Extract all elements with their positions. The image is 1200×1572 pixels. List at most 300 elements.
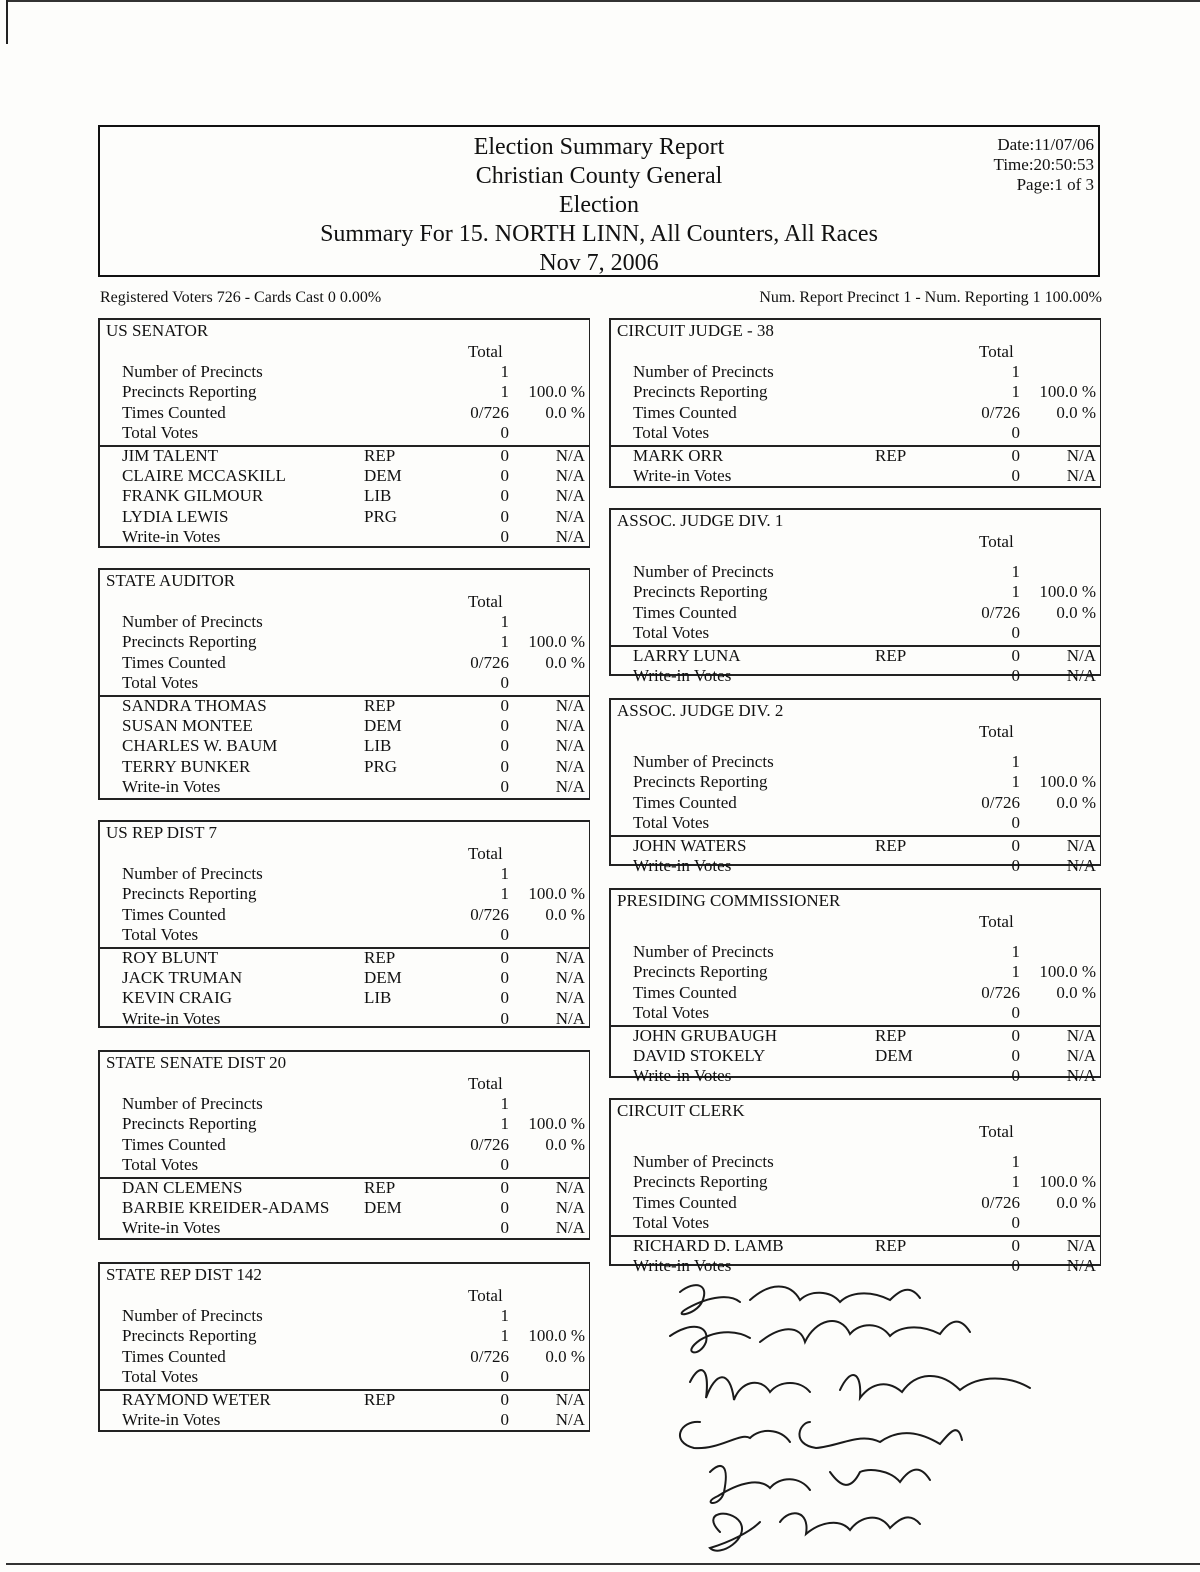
stat-label: Number of Precincts bbox=[122, 864, 263, 883]
stat-row bbox=[100, 1306, 589, 1326]
candidate-percent: N/A bbox=[1066, 1235, 1096, 1255]
candidate-votes: 0 bbox=[500, 947, 509, 967]
signature-stroke bbox=[680, 1422, 962, 1448]
candidate-party: DEM bbox=[364, 716, 402, 735]
candidate-votes: 0 bbox=[500, 1198, 509, 1217]
signature-stroke bbox=[710, 1513, 920, 1550]
stat-row bbox=[100, 362, 589, 382]
stat-percent: 100.0 % bbox=[528, 1326, 585, 1346]
candidate-votes: 0 bbox=[1011, 466, 1020, 485]
candidate-row bbox=[100, 968, 589, 988]
stat-row bbox=[611, 962, 1100, 982]
candidate-votes: 0 bbox=[500, 756, 509, 776]
candidate-name: LARRY LUNA bbox=[633, 645, 741, 665]
candidate-name: FRANK GILMOUR bbox=[122, 486, 264, 506]
stat-value: 1 bbox=[1011, 582, 1020, 602]
signature-stroke bbox=[670, 1321, 970, 1352]
candidate-row bbox=[100, 988, 589, 1008]
candidate-percent: N/A bbox=[555, 988, 585, 1008]
race-title: ASSOC. JUDGE DIV. 1 bbox=[617, 511, 784, 530]
registered-voters-stat: Registered Voters 726 - Cards Cast 0 0.00% bbox=[100, 289, 382, 306]
stat-label: Total Votes bbox=[633, 423, 710, 443]
candidate-row bbox=[100, 527, 589, 547]
stat-label: Precincts Reporting bbox=[633, 382, 768, 402]
candidate-name: Write-in Votes bbox=[633, 856, 732, 875]
stat-label: Number of Precincts bbox=[122, 362, 263, 381]
total-column-header: Total bbox=[468, 1286, 503, 1305]
candidate-name: Write-in Votes bbox=[122, 777, 221, 797]
candidate-party: DEM bbox=[875, 1046, 913, 1065]
stat-value: 1 bbox=[1011, 942, 1020, 961]
candidate-party: REP bbox=[875, 835, 907, 855]
candidate-name: Write-in Votes bbox=[122, 1218, 221, 1238]
stat-row bbox=[611, 623, 1100, 643]
stat-percent: 0.0 % bbox=[545, 652, 585, 672]
report-meta bbox=[994, 135, 1094, 195]
candidate-votes: 0 bbox=[500, 1218, 509, 1238]
stat-row bbox=[611, 942, 1100, 962]
stat-label: Number of Precincts bbox=[633, 562, 774, 581]
stat-percent: 0.0 % bbox=[1056, 792, 1096, 812]
stat-row bbox=[100, 1114, 589, 1134]
stat-value: 0/726 bbox=[470, 402, 509, 422]
race-box bbox=[609, 698, 1101, 875]
candidate-name: SUSAN MONTEE bbox=[122, 716, 253, 735]
stat-value: 1 bbox=[500, 382, 509, 402]
race-title: STATE REP DIST 142 bbox=[106, 1265, 262, 1284]
stat-value: 1 bbox=[500, 1326, 509, 1346]
candidate-percent: N/A bbox=[1066, 645, 1096, 665]
stat-row bbox=[100, 1155, 589, 1175]
stat-value: 0/726 bbox=[981, 792, 1020, 812]
stat-value: 1 bbox=[1011, 362, 1020, 381]
stat-label: Precincts Reporting bbox=[122, 884, 257, 904]
stat-value: 1 bbox=[1011, 382, 1020, 402]
stat-row bbox=[611, 1213, 1100, 1233]
stat-value: 1 bbox=[1011, 1152, 1020, 1171]
stat-value: 0 bbox=[500, 1155, 509, 1175]
candidate-party: DEM bbox=[364, 466, 402, 485]
stat-percent: 100.0 % bbox=[528, 884, 585, 904]
candidate-name: MARK ORR bbox=[633, 445, 724, 465]
candidate-votes: 0 bbox=[500, 695, 509, 715]
stat-row bbox=[611, 752, 1100, 772]
race-box bbox=[98, 568, 590, 800]
stat-row bbox=[611, 582, 1100, 602]
candidate-row bbox=[100, 736, 589, 756]
race-box bbox=[609, 318, 1101, 488]
candidate-party: REP bbox=[364, 445, 396, 465]
candidate-votes: 0 bbox=[1011, 856, 1020, 875]
race-box bbox=[98, 318, 590, 548]
total-column-header: Total bbox=[468, 844, 503, 863]
candidate-party: REP bbox=[875, 1025, 907, 1045]
total-column-header: Total bbox=[979, 532, 1014, 551]
candidate-votes: 0 bbox=[500, 445, 509, 465]
stat-label: Total Votes bbox=[122, 1367, 199, 1387]
stat-row bbox=[611, 1152, 1100, 1172]
candidate-name: JOHN WATERS bbox=[633, 835, 747, 855]
candidate-row bbox=[100, 716, 589, 736]
candidate-name: CHARLES W. BAUM bbox=[122, 736, 278, 756]
race-box bbox=[609, 508, 1101, 685]
candidate-name: Write-in Votes bbox=[122, 1008, 221, 1028]
race-title: CIRCUIT CLERK bbox=[617, 1101, 745, 1120]
stat-percent: 0.0 % bbox=[1056, 1192, 1096, 1212]
stat-label: Number of Precincts bbox=[122, 1306, 263, 1325]
stat-label: Number of Precincts bbox=[633, 942, 774, 961]
stat-value: 1 bbox=[500, 884, 509, 904]
stat-row bbox=[100, 612, 589, 632]
candidate-row bbox=[100, 696, 589, 716]
signature-stroke bbox=[680, 1285, 920, 1314]
stat-label: Precincts Reporting bbox=[633, 962, 768, 982]
candidate-percent: N/A bbox=[1066, 466, 1096, 485]
precinct-reporting-stat: Num. Report Precinct 1 - Num. Reporting 1 100.00% bbox=[759, 289, 1102, 306]
stat-row bbox=[611, 1172, 1100, 1192]
candidate-party: LIB bbox=[364, 486, 392, 506]
candidate-votes: 0 bbox=[500, 1008, 509, 1028]
candidate-votes: 0 bbox=[1011, 666, 1020, 685]
candidate-name: LYDIA LEWIS bbox=[122, 506, 229, 526]
stat-value: 0 bbox=[1011, 623, 1020, 643]
candidate-percent: N/A bbox=[555, 1008, 585, 1028]
stat-percent: 100.0 % bbox=[1039, 1172, 1096, 1192]
stat-row bbox=[100, 653, 589, 673]
candidate-percent: N/A bbox=[555, 486, 585, 506]
candidate-name: JIM TALENT bbox=[122, 445, 219, 465]
candidate-percent: N/A bbox=[555, 1410, 585, 1429]
stat-row bbox=[611, 772, 1100, 792]
stat-row bbox=[611, 1003, 1100, 1023]
candidate-votes: 0 bbox=[500, 1410, 509, 1429]
stat-row bbox=[100, 1367, 589, 1387]
stat-value: 1 bbox=[500, 1114, 509, 1134]
stat-percent: 100.0 % bbox=[1039, 582, 1096, 602]
stat-percent: 0.0 % bbox=[1056, 402, 1096, 422]
candidate-row bbox=[611, 1236, 1100, 1256]
candidate-row bbox=[611, 666, 1100, 686]
stat-value: 1 bbox=[1011, 1172, 1020, 1192]
stat-value: 0/726 bbox=[470, 1134, 509, 1154]
candidate-party: PRG bbox=[364, 506, 398, 526]
stat-percent: 100.0 % bbox=[1039, 382, 1096, 402]
candidate-party: DEM bbox=[364, 968, 402, 987]
candidate-percent: N/A bbox=[555, 716, 585, 735]
candidate-percent: N/A bbox=[555, 1198, 585, 1217]
total-column-header: Total bbox=[979, 912, 1014, 931]
candidate-name: Write-in Votes bbox=[122, 527, 221, 547]
stat-row bbox=[100, 905, 589, 925]
stat-label: Total Votes bbox=[122, 423, 199, 443]
stat-row bbox=[100, 423, 589, 443]
stat-value: 1 bbox=[500, 362, 509, 381]
candidate-row bbox=[611, 466, 1100, 486]
title-line: Election Summary Report bbox=[473, 134, 725, 160]
stat-label: Total Votes bbox=[633, 1003, 710, 1023]
stat-row bbox=[100, 673, 589, 693]
candidate-name: JACK TRUMAN bbox=[122, 968, 243, 987]
stat-percent: 100.0 % bbox=[528, 1114, 585, 1134]
candidate-votes: 0 bbox=[500, 527, 509, 547]
stat-value: 0/726 bbox=[981, 982, 1020, 1002]
candidate-party: REP bbox=[364, 1177, 396, 1197]
stat-label: Times Counted bbox=[122, 1134, 226, 1154]
stat-row bbox=[611, 603, 1100, 623]
total-column-header: Total bbox=[979, 342, 1014, 361]
candidate-name: Write-in Votes bbox=[633, 666, 732, 685]
stat-value: 0/726 bbox=[981, 602, 1020, 622]
candidate-row bbox=[100, 507, 589, 527]
candidate-name: RAYMOND WETER bbox=[122, 1389, 271, 1409]
stat-row bbox=[100, 1135, 589, 1155]
stat-value: 0/726 bbox=[470, 904, 509, 924]
signature-stroke bbox=[710, 1466, 930, 1503]
candidate-row bbox=[611, 1066, 1100, 1086]
candidate-percent: N/A bbox=[1066, 1046, 1096, 1065]
stat-label: Precincts Reporting bbox=[122, 632, 257, 652]
candidate-name: TERRY BUNKER bbox=[122, 756, 251, 776]
candidate-row bbox=[100, 1410, 589, 1430]
stat-value: 0/726 bbox=[470, 1346, 509, 1366]
stat-percent: 100.0 % bbox=[528, 382, 585, 402]
report-title bbox=[100, 133, 1098, 278]
race-title: PRESIDING COMMISSIONER bbox=[617, 891, 841, 910]
race-box bbox=[98, 820, 590, 1028]
candidate-votes: 0 bbox=[500, 486, 509, 506]
stat-percent: 100.0 % bbox=[528, 632, 585, 652]
candidate-votes: 0 bbox=[1011, 445, 1020, 465]
stat-value: 1 bbox=[500, 1094, 509, 1113]
candidate-name: Write-in Votes bbox=[633, 466, 732, 485]
total-column-header: Total bbox=[979, 722, 1014, 741]
stat-label: Precincts Reporting bbox=[122, 1114, 257, 1134]
stat-row bbox=[611, 983, 1100, 1003]
stat-row bbox=[611, 382, 1100, 402]
stat-row bbox=[100, 1326, 589, 1346]
candidate-percent: N/A bbox=[555, 968, 585, 987]
stat-value: 0 bbox=[1011, 423, 1020, 443]
stat-label: Times Counted bbox=[633, 602, 737, 622]
stat-label: Number of Precincts bbox=[633, 1152, 774, 1171]
candidate-row bbox=[100, 948, 589, 968]
candidate-name: Write-in Votes bbox=[122, 1410, 221, 1429]
candidate-percent: N/A bbox=[555, 1218, 585, 1238]
candidate-votes: 0 bbox=[1011, 1025, 1020, 1045]
stat-value: 1 bbox=[1011, 752, 1020, 771]
candidate-percent: N/A bbox=[1066, 445, 1096, 465]
stat-label: Times Counted bbox=[633, 1192, 737, 1212]
stat-percent: 0.0 % bbox=[545, 1346, 585, 1366]
race-title: US REP DIST 7 bbox=[106, 823, 217, 842]
race-box bbox=[609, 1098, 1101, 1275]
stat-value: 0/726 bbox=[981, 1192, 1020, 1212]
candidate-name: BARBIE KREIDER-ADAMS bbox=[122, 1198, 330, 1217]
candidate-row bbox=[100, 1218, 589, 1238]
candidate-row bbox=[611, 836, 1100, 856]
total-column-header: Total bbox=[468, 592, 503, 611]
stat-value: 0 bbox=[1011, 1213, 1020, 1233]
report-page: Page:1 of 3 bbox=[1016, 175, 1094, 194]
candidate-votes: 0 bbox=[500, 1177, 509, 1197]
candidate-percent: N/A bbox=[555, 445, 585, 465]
candidate-party: REP bbox=[364, 695, 396, 715]
candidate-name: CLAIRE MCCASKILL bbox=[122, 466, 286, 485]
candidate-votes: 0 bbox=[1011, 1256, 1020, 1275]
candidate-percent: N/A bbox=[555, 1177, 585, 1197]
stat-label: Precincts Reporting bbox=[122, 382, 257, 402]
stat-row bbox=[611, 562, 1100, 582]
stat-label: Times Counted bbox=[633, 982, 737, 1002]
candidate-votes: 0 bbox=[500, 988, 509, 1008]
candidate-party: REP bbox=[875, 1235, 907, 1255]
candidate-percent: N/A bbox=[555, 466, 585, 485]
stat-label: Precincts Reporting bbox=[633, 772, 768, 792]
candidate-votes: 0 bbox=[500, 968, 509, 987]
title-line: Christian County General bbox=[475, 163, 723, 189]
candidate-party: REP bbox=[875, 645, 907, 665]
total-column-header: Total bbox=[468, 342, 503, 361]
race-title: CIRCUIT JUDGE - 38 bbox=[617, 321, 774, 340]
candidate-percent: N/A bbox=[1066, 856, 1096, 875]
stat-percent: 100.0 % bbox=[1039, 962, 1096, 982]
candidate-name: ROY BLUNT bbox=[122, 947, 219, 967]
stat-value: 0 bbox=[500, 423, 509, 443]
candidate-percent: N/A bbox=[555, 506, 585, 526]
stat-label: Times Counted bbox=[122, 402, 226, 422]
report-time: Time:20:50:53 bbox=[993, 155, 1094, 174]
stat-label: Times Counted bbox=[122, 652, 226, 672]
candidate-name: SANDRA THOMAS bbox=[122, 695, 267, 715]
candidate-votes: 0 bbox=[1011, 835, 1020, 855]
title-line: Nov 7, 2006 bbox=[539, 250, 659, 276]
candidate-percent: N/A bbox=[1066, 1066, 1096, 1086]
candidate-row bbox=[100, 777, 589, 797]
title-line: Summary For 15. NORTH LINN, All Counters, All Races bbox=[320, 221, 878, 247]
stat-label: Precincts Reporting bbox=[633, 582, 768, 602]
stat-row bbox=[100, 925, 589, 945]
stat-label: Total Votes bbox=[633, 1213, 710, 1233]
stat-label: Precincts Reporting bbox=[122, 1326, 257, 1346]
stat-row bbox=[100, 1094, 589, 1114]
race-title: US SENATOR bbox=[106, 321, 209, 340]
stat-label: Times Counted bbox=[633, 792, 737, 812]
candidate-votes: 0 bbox=[1011, 645, 1020, 665]
candidate-row bbox=[100, 757, 589, 777]
candidate-row bbox=[611, 446, 1100, 466]
stat-value: 1 bbox=[500, 632, 509, 652]
stat-value: 0/726 bbox=[470, 652, 509, 672]
stat-row bbox=[100, 1347, 589, 1367]
stat-label: Total Votes bbox=[633, 813, 710, 833]
candidate-party: REP bbox=[364, 1389, 396, 1409]
candidate-row bbox=[100, 1390, 589, 1410]
candidate-name: DAN CLEMENS bbox=[122, 1177, 243, 1197]
stat-value: 0 bbox=[1011, 813, 1020, 833]
candidate-votes: 0 bbox=[1011, 1235, 1020, 1255]
stat-percent: 0.0 % bbox=[545, 1134, 585, 1154]
stat-row bbox=[611, 403, 1100, 423]
page-edge bbox=[6, 0, 1200, 2]
report-header bbox=[98, 125, 1100, 277]
title-line: Election bbox=[559, 192, 639, 218]
stat-label: Total Votes bbox=[122, 925, 199, 945]
race-title: STATE SENATE DIST 20 bbox=[106, 1053, 287, 1072]
candidate-row bbox=[611, 646, 1100, 666]
stat-value: 1 bbox=[1011, 962, 1020, 982]
candidate-row bbox=[100, 1009, 589, 1029]
stat-label: Times Counted bbox=[633, 402, 737, 422]
stat-value: 1 bbox=[1011, 562, 1020, 581]
stat-row bbox=[611, 362, 1100, 382]
stat-label: Total Votes bbox=[122, 673, 199, 693]
candidate-row bbox=[100, 446, 589, 466]
candidate-percent: N/A bbox=[1066, 1256, 1096, 1275]
candidate-votes: 0 bbox=[1011, 1046, 1020, 1065]
stat-label: Number of Precincts bbox=[633, 752, 774, 771]
stat-label: Times Counted bbox=[122, 904, 226, 924]
total-column-header: Total bbox=[979, 1122, 1014, 1141]
candidate-row bbox=[100, 1178, 589, 1198]
candidate-row bbox=[100, 1198, 589, 1218]
candidate-name: Write-in Votes bbox=[633, 1066, 732, 1086]
stat-label: Total Votes bbox=[122, 1155, 199, 1175]
candidate-percent: N/A bbox=[555, 756, 585, 776]
stat-value: 0 bbox=[1011, 1003, 1020, 1023]
candidate-name: Write-in Votes bbox=[633, 1256, 732, 1275]
page-edge bbox=[6, 0, 8, 44]
stat-percent: 0.0 % bbox=[545, 904, 585, 924]
stat-label: Number of Precincts bbox=[122, 1094, 263, 1113]
signatures bbox=[640, 1272, 1080, 1572]
candidate-percent: N/A bbox=[555, 527, 585, 547]
candidate-party: LIB bbox=[364, 988, 392, 1008]
stat-value: 1 bbox=[1011, 772, 1020, 792]
stat-row bbox=[100, 864, 589, 884]
stat-row bbox=[611, 423, 1100, 443]
candidate-votes: 0 bbox=[500, 716, 509, 735]
stat-percent: 0.0 % bbox=[545, 402, 585, 422]
candidate-row bbox=[100, 466, 589, 486]
candidate-votes: 0 bbox=[500, 736, 509, 756]
stat-label: Precincts Reporting bbox=[633, 1172, 768, 1192]
stat-value: 1 bbox=[500, 612, 509, 631]
candidate-name: RICHARD D. LAMB bbox=[633, 1235, 784, 1255]
stat-value: 0 bbox=[500, 673, 509, 693]
candidate-percent: N/A bbox=[555, 736, 585, 756]
candidate-row bbox=[611, 856, 1100, 876]
stat-percent: 100.0 % bbox=[1039, 772, 1096, 792]
candidate-row bbox=[611, 1046, 1100, 1066]
candidate-percent: N/A bbox=[1066, 666, 1096, 685]
stat-row bbox=[611, 813, 1100, 833]
stat-percent: 0.0 % bbox=[1056, 602, 1096, 622]
candidate-votes: 0 bbox=[1011, 1066, 1020, 1086]
candidate-percent: N/A bbox=[1066, 835, 1096, 855]
candidate-votes: 0 bbox=[500, 1389, 509, 1409]
race-box bbox=[609, 888, 1101, 1086]
candidate-party: DEM bbox=[364, 1198, 402, 1217]
race-title: STATE AUDITOR bbox=[106, 571, 236, 590]
stat-label: Number of Precincts bbox=[122, 612, 263, 631]
candidate-party: REP bbox=[875, 445, 907, 465]
stat-row bbox=[100, 382, 589, 402]
stat-row bbox=[100, 632, 589, 652]
stat-label: Number of Precincts bbox=[633, 362, 774, 381]
stat-value: 0 bbox=[500, 925, 509, 945]
stat-row bbox=[611, 793, 1100, 813]
candidate-votes: 0 bbox=[500, 466, 509, 485]
